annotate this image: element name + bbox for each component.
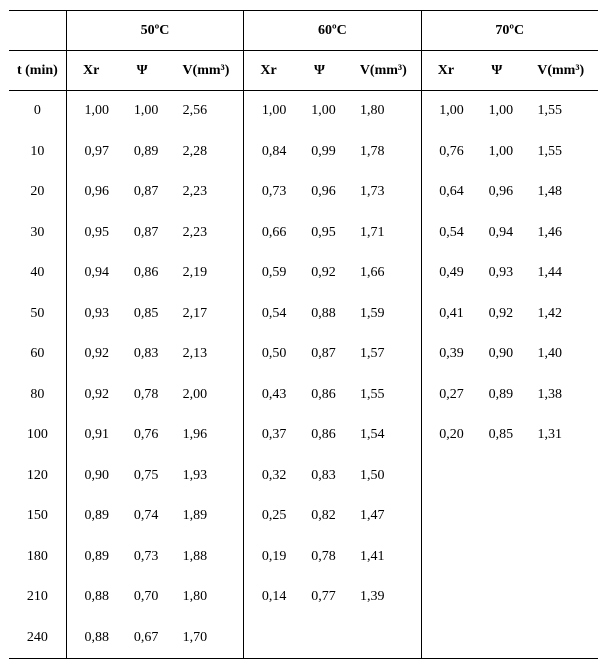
volume-cell: 1,89	[182, 508, 208, 524]
psi-cell: 0,96	[488, 184, 514, 200]
column-header-row	[9, 51, 598, 91]
xr-column-header: Xr	[244, 51, 293, 91]
table-row	[9, 213, 598, 254]
psi-cell	[470, 537, 523, 578]
volume-cell	[523, 577, 598, 618]
drying-data-table	[9, 10, 598, 659]
xr-cell: 0,41	[421, 294, 470, 335]
volume-cell: 1,70	[169, 618, 244, 659]
time-cell: 30	[30, 224, 45, 240]
xr-cell: 0,32	[244, 456, 293, 497]
time-cell: 150	[26, 508, 48, 524]
corner-cell	[9, 11, 66, 51]
xr-cell	[421, 577, 470, 618]
volume-cell: 1,59	[360, 305, 385, 321]
xr-cell: 0,89	[66, 496, 115, 537]
psi-cell: 0,85	[133, 305, 159, 321]
psi-cell: 0,89	[488, 386, 514, 402]
xr-cell: 0,84	[244, 132, 293, 173]
psi-cell	[470, 618, 523, 659]
temp-header-70: 70ºC	[421, 11, 598, 51]
table-row	[9, 253, 598, 294]
volume-cell: 2,00	[182, 386, 208, 402]
psi-cell: 0,67	[116, 618, 169, 659]
table-row	[9, 496, 598, 537]
xr-cell: 0,64	[421, 172, 470, 213]
xr-cell: 0,90	[66, 456, 115, 497]
volume-cell: 1,80	[182, 589, 208, 605]
volume-cell: 1,40	[537, 346, 562, 362]
time-cell: 20	[30, 184, 45, 200]
xr-cell: 0,88	[66, 618, 115, 659]
table-row	[9, 375, 598, 416]
psi-cell: 0,95	[311, 224, 336, 240]
volume-cell: 1,66	[360, 265, 385, 281]
xr-cell: 0,66	[244, 213, 293, 254]
volume-column-header: V(mm³)	[346, 51, 421, 91]
xr-cell: 0,54	[244, 294, 293, 335]
psi-cell: 0,73	[133, 548, 159, 564]
psi-cell: 0,87	[311, 346, 336, 362]
psi-cell: 0,78	[133, 386, 159, 402]
xr-cell: 0,76	[421, 132, 470, 173]
volume-cell: 1,50	[360, 467, 385, 483]
table-row	[9, 91, 598, 132]
volume-cell: 1,31	[537, 427, 562, 443]
psi-column-header: Ψ	[293, 51, 346, 91]
time-cell: 240	[9, 618, 66, 659]
volume-cell: 1,39	[360, 589, 385, 605]
xr-cell: 0,14	[244, 577, 293, 618]
psi-column-header: Ψ	[116, 51, 169, 91]
xr-cell: 0,94	[66, 253, 115, 294]
volume-cell: 1,44	[537, 265, 562, 281]
volume-cell	[523, 496, 598, 537]
volume-cell: 2,23	[182, 184, 208, 200]
psi-cell: 0,76	[133, 427, 159, 443]
volume-cell: 2,17	[182, 305, 208, 321]
table-row	[9, 415, 598, 456]
psi-cell: 0,92	[488, 305, 514, 321]
psi-cell: 0,90	[488, 346, 514, 362]
xr-cell: 0,49	[421, 253, 470, 294]
time-cell: 210	[26, 589, 48, 605]
volume-cell	[523, 537, 598, 578]
psi-cell: 0,92	[311, 265, 336, 281]
table-row	[9, 537, 598, 578]
volume-cell: 1,55	[360, 386, 385, 402]
xr-cell: 1,00	[421, 91, 470, 132]
psi-cell: 0,74	[133, 508, 159, 524]
table-row	[9, 132, 598, 173]
xr-cell: 0,73	[244, 172, 293, 213]
psi-cell: 0,83	[311, 467, 336, 483]
xr-cell: 0,88	[66, 577, 115, 618]
psi-cell: 0,75	[133, 467, 159, 483]
volume-cell: 1,46	[537, 224, 562, 240]
xr-cell: 0,92	[66, 334, 115, 375]
psi-cell: 0,99	[311, 143, 336, 159]
psi-cell: 0,87	[133, 184, 159, 200]
xr-cell: 0,89	[66, 537, 115, 578]
xr-cell	[421, 618, 470, 659]
xr-cell	[244, 618, 293, 659]
time-cell: 40	[30, 265, 45, 281]
psi-cell: 0,93	[488, 265, 514, 281]
volume-cell	[346, 618, 421, 659]
psi-cell: 0,77	[311, 589, 336, 605]
psi-cell	[470, 496, 523, 537]
psi-cell: 0,70	[133, 589, 159, 605]
psi-cell	[470, 456, 523, 497]
xr-cell	[421, 456, 470, 497]
xr-cell: 0,50	[244, 334, 293, 375]
volume-cell: 1,96	[182, 427, 208, 443]
xr-cell: 0,91	[66, 415, 115, 456]
psi-cell: 0,85	[488, 427, 514, 443]
volume-cell: 1,41	[360, 548, 385, 564]
time-cell: 0	[33, 103, 41, 119]
psi-cell: 1,00	[133, 103, 159, 119]
psi-cell: 1,00	[488, 143, 514, 159]
psi-cell: 1,00	[488, 103, 514, 119]
volume-cell: 1,38	[537, 386, 562, 402]
table-row	[9, 456, 598, 497]
xr-cell: 1,00	[66, 91, 115, 132]
volume-cell: 1,42	[537, 305, 562, 321]
temperature-header-row	[9, 11, 598, 51]
xr-column-header: Xr	[421, 51, 470, 91]
xr-cell	[421, 496, 470, 537]
volume-cell	[523, 618, 598, 659]
table-row	[9, 577, 598, 618]
volume-cell: 2,13	[182, 346, 208, 362]
volume-cell: 1,78	[360, 143, 385, 159]
volume-cell: 2,23	[182, 224, 208, 240]
volume-cell: 1,48	[537, 184, 562, 200]
xr-cell: 0,20	[421, 415, 470, 456]
psi-cell: 0,89	[133, 143, 159, 159]
volume-cell	[523, 456, 598, 497]
volume-cell: 1,57	[360, 346, 385, 362]
xr-cell: 0,96	[66, 172, 115, 213]
psi-cell: 0,86	[311, 386, 336, 402]
psi-cell: 0,86	[133, 265, 159, 281]
volume-cell: 1,88	[182, 548, 208, 564]
xr-cell: 0,27	[421, 375, 470, 416]
xr-cell: 0,59	[244, 253, 293, 294]
volume-cell: 1,80	[360, 103, 385, 119]
temp-header-50: 50ºC	[66, 11, 243, 51]
time-cell: 60	[30, 346, 45, 362]
table-row	[9, 334, 598, 375]
volume-cell: 2,28	[182, 143, 208, 159]
volume-column-header: V(mm³)	[523, 51, 598, 91]
time-cell: 120	[26, 467, 48, 483]
volume-cell: 1,55	[537, 143, 562, 159]
table-row	[9, 618, 598, 659]
xr-cell: 0,95	[66, 213, 115, 254]
volume-cell: 2,56	[182, 103, 208, 119]
volume-cell: 1,93	[182, 467, 208, 483]
psi-cell: 0,94	[488, 224, 514, 240]
psi-cell: 0,88	[311, 305, 336, 321]
xr-cell	[421, 537, 470, 578]
table-row	[9, 294, 598, 335]
psi-column-header: Ψ	[470, 51, 523, 91]
time-column-header: t (min)	[9, 51, 66, 91]
xr-cell: 0,93	[66, 294, 115, 335]
volume-cell: 1,71	[360, 224, 385, 240]
xr-cell: 0,25	[244, 496, 293, 537]
psi-cell	[470, 577, 523, 618]
xr-cell: 0,54	[421, 213, 470, 254]
xr-cell: 0,43	[244, 375, 293, 416]
volume-column-header: V(mm³)	[169, 51, 244, 91]
psi-cell: 0,86	[311, 427, 336, 443]
table-row	[9, 172, 598, 213]
temp-header-60: 60ºC	[244, 11, 421, 51]
volume-cell: 2,19	[182, 265, 208, 281]
table-body	[9, 91, 598, 659]
xr-cell: 0,97	[66, 132, 115, 173]
xr-cell: 0,19	[244, 537, 293, 578]
time-cell: 180	[26, 548, 48, 564]
volume-cell: 1,47	[360, 508, 385, 524]
psi-cell: 0,83	[133, 346, 159, 362]
psi-cell: 0,78	[311, 548, 336, 564]
psi-cell: 0,82	[311, 508, 336, 524]
time-cell: 10	[30, 143, 45, 159]
volume-cell: 1,55	[537, 103, 562, 119]
psi-cell: 1,00	[311, 103, 336, 119]
volume-cell: 1,54	[360, 427, 385, 443]
volume-cell: 1,73	[360, 184, 385, 200]
psi-cell: 0,87	[133, 224, 159, 240]
xr-cell: 0,92	[66, 375, 115, 416]
xr-cell: 1,00	[244, 91, 293, 132]
time-cell: 50	[30, 305, 45, 321]
psi-cell	[293, 618, 346, 659]
time-cell: 100	[26, 427, 48, 443]
psi-cell: 0,96	[311, 184, 336, 200]
xr-cell: 0,39	[421, 334, 470, 375]
xr-column-header: Xr	[66, 51, 115, 91]
xr-cell: 0,37	[244, 415, 293, 456]
time-cell: 80	[30, 386, 45, 402]
